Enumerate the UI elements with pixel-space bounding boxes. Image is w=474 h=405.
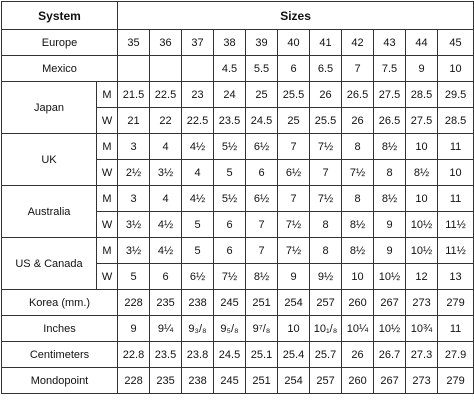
- size-cell: 27.3: [406, 342, 438, 368]
- size-cell: 37: [182, 30, 214, 56]
- size-cell: 8½: [342, 212, 374, 238]
- size-cell: 9⁷/₈: [246, 316, 278, 342]
- size-cell: 28.5: [438, 108, 474, 134]
- size-cell: 10: [342, 264, 374, 290]
- gender-label: W: [97, 264, 118, 290]
- size-cell: 254: [278, 368, 310, 394]
- size-cell: 7: [246, 212, 278, 238]
- size-cell: 245: [214, 368, 246, 394]
- system-label: Mexico: [2, 56, 118, 82]
- size-cell: 38: [214, 30, 246, 56]
- size-cell: 23.8: [182, 342, 214, 368]
- size-cell: 11: [438, 316, 474, 342]
- size-cell: 26: [342, 342, 374, 368]
- size-cell: 39: [246, 30, 278, 56]
- size-cell: 10: [406, 186, 438, 212]
- table-row: [2, 56, 474, 82]
- size-cell: 7.5: [374, 56, 406, 82]
- header-row: [2, 2, 474, 30]
- size-cell: 245: [214, 290, 246, 316]
- size-cell: 25.5: [278, 82, 310, 108]
- table-row: [2, 342, 474, 368]
- table-row: [2, 30, 474, 56]
- size-cell: 4: [182, 160, 214, 186]
- size-cell: 6: [246, 160, 278, 186]
- size-cell: 4½: [182, 186, 214, 212]
- size-cell: 35: [118, 30, 150, 56]
- size-cell: 4: [150, 186, 182, 212]
- size-cell: 9: [278, 264, 310, 290]
- size-cell: 6½: [278, 160, 310, 186]
- size-cell: 5: [214, 160, 246, 186]
- size-cell: 6½: [246, 134, 278, 160]
- size-cell: 3: [118, 186, 150, 212]
- size-cell: [118, 56, 150, 82]
- size-cell: 23.5: [150, 342, 182, 368]
- size-cell: 4½: [150, 238, 182, 264]
- size-cell: 5½: [214, 186, 246, 212]
- gender-label: M: [97, 186, 118, 212]
- gender-label: W: [97, 108, 118, 134]
- size-cell: 10: [438, 56, 474, 82]
- gender-label: M: [97, 238, 118, 264]
- size-cell: 43: [374, 30, 406, 56]
- size-cell: 22.8: [118, 342, 150, 368]
- size-cell: 10: [438, 160, 474, 186]
- size-cell: 5.5: [246, 56, 278, 82]
- size-cell: 10¾: [406, 316, 438, 342]
- size-cell: 8½: [246, 264, 278, 290]
- size-cell: 45: [438, 30, 474, 56]
- size-cell: 10½: [406, 212, 438, 238]
- size-cell: 7½: [342, 160, 374, 186]
- size-cell: 7: [278, 134, 310, 160]
- size-cell: 6½: [246, 186, 278, 212]
- size-cell: 4½: [182, 134, 214, 160]
- size-cell: 279: [438, 368, 474, 394]
- size-cell: 24: [214, 82, 246, 108]
- size-cell: 2½: [118, 160, 150, 186]
- table-row: [2, 316, 474, 342]
- size-cell: 13: [438, 264, 474, 290]
- size-cell: 9: [374, 238, 406, 264]
- size-cell: 260: [342, 290, 374, 316]
- size-cell: 10¼: [342, 316, 374, 342]
- size-cell: 251: [246, 368, 278, 394]
- size-cell: 26: [342, 108, 374, 134]
- size-cell: 23.5: [214, 108, 246, 134]
- system-label: Mondopoint: [2, 368, 118, 394]
- table-row: [2, 238, 474, 264]
- size-cell: 279: [438, 290, 474, 316]
- size-cell: 3: [118, 134, 150, 160]
- size-cell: 228: [118, 290, 150, 316]
- size-cell: 11½: [438, 212, 474, 238]
- size-cell: 42: [342, 30, 374, 56]
- size-cell: 5: [118, 264, 150, 290]
- size-cell: 11½: [438, 238, 474, 264]
- size-cell: 257: [310, 368, 342, 394]
- size-cell: 254: [278, 290, 310, 316]
- size-cell: 24.5: [214, 342, 246, 368]
- size-cell: 36: [150, 30, 182, 56]
- size-cell: 9₃/₈: [182, 316, 214, 342]
- size-cell: 25: [278, 108, 310, 134]
- size-cell: 9½: [310, 264, 342, 290]
- gender-label: M: [97, 134, 118, 160]
- size-cell: 23: [182, 82, 214, 108]
- size-cell: 7½: [278, 238, 310, 264]
- size-cell: 5: [182, 212, 214, 238]
- size-cell: 4.5: [214, 56, 246, 82]
- system-label: US & Canada: [2, 238, 97, 290]
- size-cell: 10½: [374, 316, 406, 342]
- size-cell: 228: [118, 368, 150, 394]
- size-cell: 7: [246, 238, 278, 264]
- size-cell: 6: [150, 264, 182, 290]
- size-cell: 238: [182, 290, 214, 316]
- size-cell: 26.7: [374, 342, 406, 368]
- system-label: Europe: [2, 30, 118, 56]
- size-cell: 3½: [118, 212, 150, 238]
- gender-label: M: [97, 82, 118, 108]
- size-cell: 6: [214, 212, 246, 238]
- size-cell: 12: [406, 264, 438, 290]
- size-cell: 8½: [374, 134, 406, 160]
- size-cell: 11: [438, 186, 474, 212]
- size-cell: 7½: [214, 264, 246, 290]
- size-cell: 22: [150, 108, 182, 134]
- size-cell: 25.4: [278, 342, 310, 368]
- table-row: [2, 82, 474, 108]
- size-cell: 7½: [310, 186, 342, 212]
- size-cell: 10: [278, 316, 310, 342]
- size-cell: 21: [118, 108, 150, 134]
- size-cell: 25.7: [310, 342, 342, 368]
- size-cell: 41: [310, 30, 342, 56]
- size-cell: 25.5: [310, 108, 342, 134]
- table-row: [2, 186, 474, 212]
- size-cell: 273: [406, 290, 438, 316]
- size-cell: 27.5: [374, 82, 406, 108]
- size-cell: 44: [406, 30, 438, 56]
- size-cell: 9: [118, 316, 150, 342]
- system-label: Australia: [2, 186, 97, 238]
- size-cell: 238: [182, 368, 214, 394]
- size-cell: 8½: [342, 238, 374, 264]
- size-cell: 27.9: [438, 342, 474, 368]
- size-cell: 9¼: [150, 316, 182, 342]
- size-cell: 27.5: [406, 108, 438, 134]
- size-cell: 10½: [374, 264, 406, 290]
- size-cell: 29.5: [438, 82, 474, 108]
- system-label: Inches: [2, 316, 118, 342]
- table-row: [2, 290, 474, 316]
- size-cell: 235: [150, 290, 182, 316]
- table-body: [2, 30, 474, 394]
- table-row: [2, 134, 474, 160]
- size-cell: 8: [310, 238, 342, 264]
- size-cell: 3½: [118, 238, 150, 264]
- size-cell: 7½: [278, 212, 310, 238]
- size-cell: 273: [406, 368, 438, 394]
- header-sizes: Sizes: [118, 2, 474, 30]
- size-cell: 8: [374, 160, 406, 186]
- size-cell: 8: [310, 212, 342, 238]
- size-cell: 5½: [214, 134, 246, 160]
- gender-label: W: [97, 160, 118, 186]
- size-cell: 11: [438, 134, 474, 160]
- size-cell: 6: [214, 238, 246, 264]
- size-cell: 8: [342, 186, 374, 212]
- size-cell: 6½: [182, 264, 214, 290]
- size-cell: 5: [182, 238, 214, 264]
- size-cell: 10: [406, 134, 438, 160]
- size-cell: 9₅/₈: [214, 316, 246, 342]
- size-cell: 6.5: [310, 56, 342, 82]
- size-cell: 26.5: [342, 82, 374, 108]
- system-label: UK: [2, 134, 97, 186]
- size-cell: 22.5: [182, 108, 214, 134]
- size-cell: 21.5: [118, 82, 150, 108]
- size-cell: 8½: [406, 160, 438, 186]
- table-row: [2, 368, 474, 394]
- size-cell: 26.5: [374, 108, 406, 134]
- header-system: System: [2, 2, 118, 30]
- system-label: Centimeters: [2, 342, 118, 368]
- size-cell: 260: [342, 368, 374, 394]
- size-cell: 10½: [406, 238, 438, 264]
- size-cell: 6: [278, 56, 310, 82]
- size-cell: 7: [342, 56, 374, 82]
- size-cell: 7: [278, 186, 310, 212]
- size-cell: 24.5: [246, 108, 278, 134]
- size-cell: 25: [246, 82, 278, 108]
- size-cell: [182, 56, 214, 82]
- size-cell: 267: [374, 368, 406, 394]
- size-conversion-table: [1, 1, 474, 394]
- size-cell: 8: [342, 134, 374, 160]
- size-cell: 267: [374, 290, 406, 316]
- size-cell: 8½: [374, 186, 406, 212]
- size-cell: 3½: [150, 160, 182, 186]
- size-cell: 9: [406, 56, 438, 82]
- size-cell: 7: [310, 160, 342, 186]
- size-cell: 4½: [150, 212, 182, 238]
- system-label: Japan: [2, 82, 97, 134]
- size-cell: 26: [310, 82, 342, 108]
- size-cell: 25.1: [246, 342, 278, 368]
- size-cell: 257: [310, 290, 342, 316]
- gender-label: W: [97, 212, 118, 238]
- size-cell: 251: [246, 290, 278, 316]
- size-cell: 235: [150, 368, 182, 394]
- size-cell: 10₁/₈: [310, 316, 342, 342]
- size-cell: 9: [374, 212, 406, 238]
- size-cell: 7½: [310, 134, 342, 160]
- size-cell: 40: [278, 30, 310, 56]
- size-cell: [150, 56, 182, 82]
- size-chart: [1, 1, 474, 394]
- size-cell: 28.5: [406, 82, 438, 108]
- size-cell: 4: [150, 134, 182, 160]
- size-cell: 22.5: [150, 82, 182, 108]
- system-label: Korea (mm.): [2, 290, 118, 316]
